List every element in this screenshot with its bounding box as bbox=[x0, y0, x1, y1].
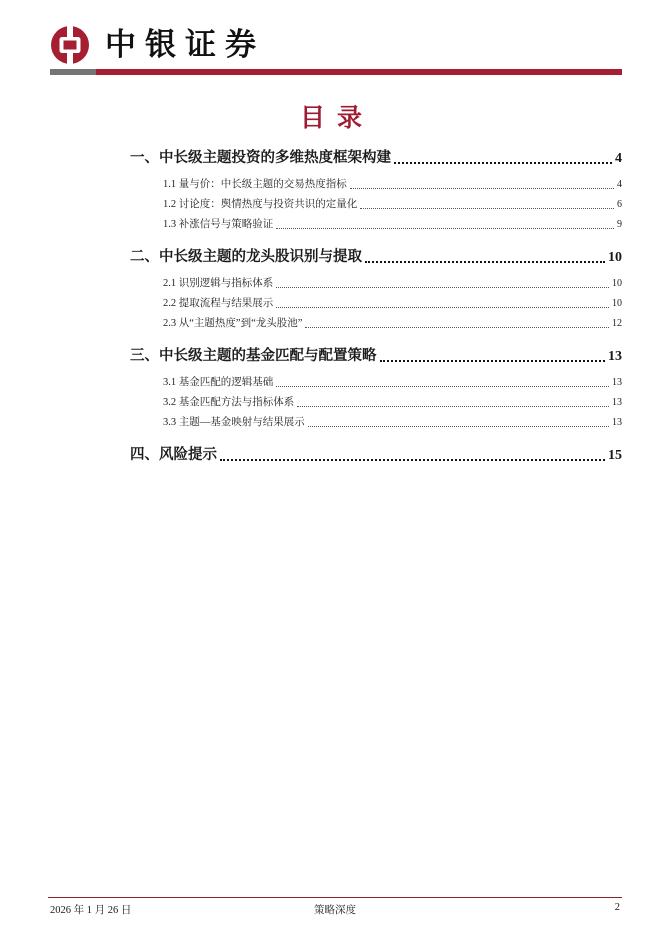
footer-page-number: 2 bbox=[614, 902, 620, 913]
toc-entry-page-number: 10 bbox=[612, 278, 622, 289]
toc-section-entry[interactable] bbox=[130, 150, 622, 167]
boc-logo-icon bbox=[50, 25, 90, 65]
toc-section-1 bbox=[130, 150, 622, 231]
dot-leader bbox=[276, 287, 609, 288]
dot-leader bbox=[365, 261, 605, 263]
toc-entry-page-number: 9 bbox=[617, 219, 622, 230]
dot-leader bbox=[308, 426, 609, 427]
toc-entry-page-number: 10 bbox=[608, 250, 622, 265]
dot-leader bbox=[350, 188, 614, 189]
toc-entry-page-number: 12 bbox=[612, 318, 622, 329]
toc-entry-page-number: 4 bbox=[615, 151, 622, 166]
toc-sub-entry[interactable] bbox=[130, 417, 622, 429]
header-rule-gray-segment bbox=[50, 69, 96, 75]
dot-leader bbox=[394, 162, 612, 164]
report-header bbox=[50, 25, 265, 65]
toc-entry-label: 2.3 从“主题热度”到“龙头股池” bbox=[163, 318, 303, 329]
toc-section-entry[interactable] bbox=[130, 249, 622, 266]
toc-sub-entry[interactable] bbox=[130, 278, 622, 290]
toc-section-entry[interactable] bbox=[130, 447, 622, 464]
toc-entry-page-number: 13 bbox=[612, 377, 622, 388]
toc-entry-label: 3.1 基金匹配的逻辑基础 bbox=[163, 377, 274, 388]
dot-leader bbox=[276, 386, 609, 387]
page-footer bbox=[48, 897, 622, 916]
dot-leader bbox=[220, 459, 605, 461]
toc-entry-label: 三、中长级主题的基金匹配与配置策略 bbox=[130, 348, 377, 364]
toc-sub-entry[interactable] bbox=[130, 179, 622, 191]
toc-entry-page-number: 15 bbox=[608, 448, 622, 463]
toc-entry-label: 2.1 识别逻辑与指标体系 bbox=[163, 278, 274, 289]
toc-entry-label: 2.2 提取流程与结果展示 bbox=[163, 298, 274, 309]
dot-leader bbox=[276, 307, 609, 308]
footer-report-type: 策略深度 bbox=[314, 905, 356, 916]
toc-entry-label: 1.3 补涨信号与策略验证 bbox=[163, 219, 274, 230]
toc-sub-entry[interactable] bbox=[130, 318, 622, 330]
table-of-contents bbox=[130, 150, 622, 464]
toc-entry-page-number: 4 bbox=[617, 179, 622, 190]
page-title: 目录 bbox=[299, 105, 374, 132]
toc-entry-label: 1.2 讨论度：舆情热度与投资共识的定量化 bbox=[163, 199, 358, 210]
toc-sub-entry[interactable] bbox=[130, 199, 622, 211]
toc-entry-label: 1.1 量与价：中长级主题的交易热度指标 bbox=[163, 179, 347, 190]
toc-entry-label: 二、中长级主题的龙头股识别与提取 bbox=[130, 249, 362, 265]
toc-entry-label: 四、风险提示 bbox=[130, 447, 217, 463]
header-rule bbox=[50, 69, 622, 75]
toc-sub-entry[interactable] bbox=[130, 397, 622, 409]
dot-leader bbox=[380, 360, 606, 362]
dot-leader bbox=[297, 406, 609, 407]
toc-entry-label: 3.3 主题—基金映射与结果展示 bbox=[163, 417, 305, 428]
toc-entry-page-number: 13 bbox=[612, 397, 622, 408]
toc-entry-page-number: 13 bbox=[608, 349, 622, 364]
toc-sub-entry[interactable] bbox=[130, 377, 622, 389]
header-rule-red-segment bbox=[96, 69, 622, 75]
toc-entry-label: 3.2 基金匹配方法与指标体系 bbox=[163, 397, 295, 408]
dot-leader bbox=[360, 208, 614, 209]
toc-section-2 bbox=[130, 249, 622, 330]
toc-section-4 bbox=[130, 447, 622, 464]
dot-leader bbox=[276, 228, 614, 229]
footer-date: 2026 年 1 月 26 日 bbox=[50, 905, 132, 916]
toc-entry-page-number: 13 bbox=[612, 417, 622, 428]
toc-section-entry[interactable] bbox=[130, 348, 622, 365]
toc-section-3 bbox=[130, 348, 622, 429]
dot-leader bbox=[305, 327, 609, 328]
toc-sub-entry[interactable] bbox=[130, 219, 622, 231]
toc-sub-entry[interactable] bbox=[130, 298, 622, 310]
brand-name: 中银证券 bbox=[105, 27, 265, 62]
toc-entry-page-number: 6 bbox=[617, 199, 622, 210]
toc-entry-label: 一、中长级主题投资的多维热度框架构建 bbox=[130, 150, 391, 166]
toc-entry-page-number: 10 bbox=[612, 298, 622, 309]
